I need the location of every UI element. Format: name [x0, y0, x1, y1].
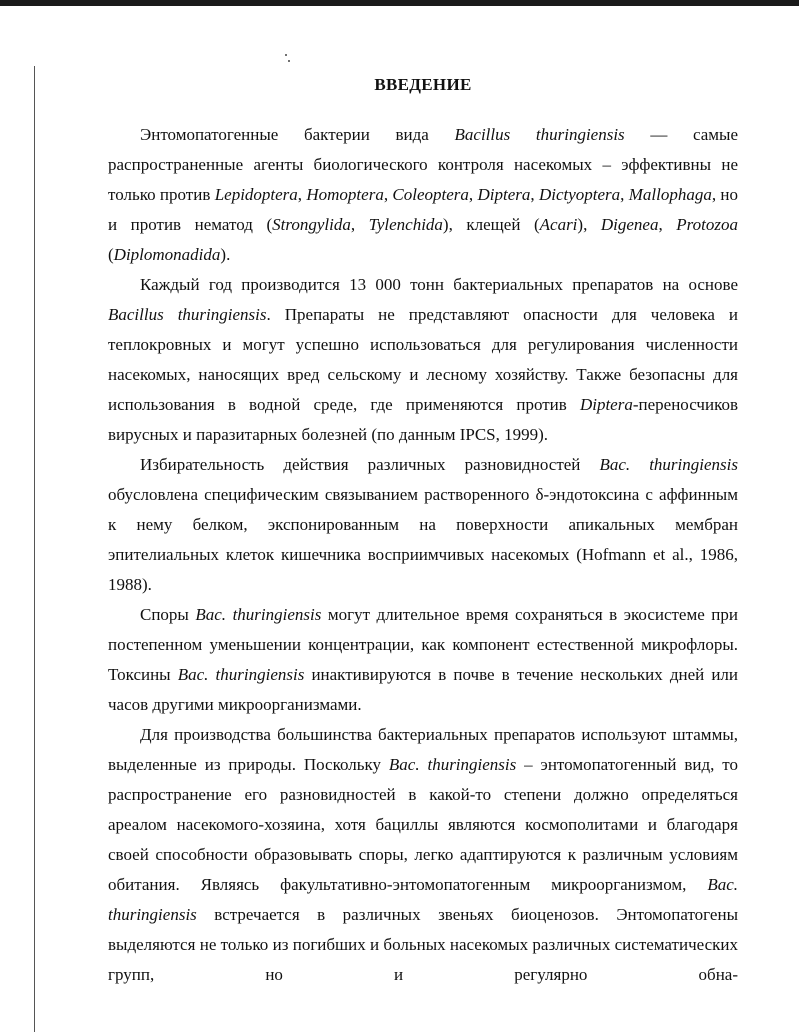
latin-taxon-name: Diptera: [579, 395, 633, 414]
paragraph: [108, 720, 738, 990]
latin-taxon-name: Diplomonadida: [113, 245, 221, 264]
latin-taxon-name: Homoptera: [306, 185, 384, 204]
text-run: ).: [220, 245, 231, 264]
text-run: ,: [530, 185, 539, 204]
latin-taxon-name: Dictyoptera: [538, 185, 621, 204]
latin-taxon-name: Tylenchida: [368, 215, 443, 234]
latin-taxon-name: Strongylida: [272, 215, 351, 234]
latin-taxon-name: Protozoa: [676, 215, 739, 234]
text-run: Избирательность действия различных разновидностей: [140, 455, 600, 474]
text-run: ),: [577, 215, 601, 234]
latin-taxon-name: Bac. thuringiensis: [195, 605, 322, 624]
latin-taxon-name: Coleoptera: [392, 185, 469, 204]
text-run: Для производства большинства бактериальных препаратов используют штаммы, выделенные из природы. Поскольку: [108, 725, 738, 774]
latin-taxon-name: Bac. thuringiensis: [388, 755, 517, 774]
latin-taxon-name: Bac. thuringiensis: [108, 875, 738, 924]
text-run: Каждый год производится 13 000 тонн бактериальных препаратов на основе: [140, 275, 738, 294]
latin-taxon-name: Lepidoptera: [214, 185, 298, 204]
text-run: Энтомопатогенные бактерии вида: [140, 125, 455, 144]
latin-taxon-name: Bac. thuringiensis: [177, 665, 305, 684]
scan-speck: [285, 54, 287, 56]
text-run: — самые распространенные агенты биологического контроля насекомых – эффективны не только против: [108, 125, 739, 204]
scan-left-margin-line: [34, 66, 35, 1032]
body-text: [108, 120, 738, 990]
latin-taxon-name: Digenea: [600, 215, 659, 234]
document-page: [108, 70, 738, 990]
latin-taxon-name: Diptera: [477, 185, 531, 204]
text-run: , но и против нематод (: [108, 185, 739, 234]
latin-taxon-name: Bac. thuringiensis: [599, 455, 738, 474]
text-run: инактивируются в почве в течение нескольких дней или часов другими микроорганизмами.: [108, 665, 739, 714]
paragraph: [108, 450, 738, 600]
text-run: ,: [350, 215, 369, 234]
text-run: – энтомопатогенный вид, то распространение его разновидностей в какой-то степени должно определяться ареалом насекомого-хозяина, хотя бациллы являются космополитами и благодаря своей способности образовывать споры, легко адаптируются к различным условиям обитания. Являясь факультативно-энтомопатогенным микроорганизмом,: [108, 755, 738, 894]
text-run: ,: [468, 185, 478, 204]
text-run: ,: [297, 185, 307, 204]
text-run: (: [108, 245, 114, 264]
text-run: ,: [383, 185, 393, 204]
text-run: ,: [658, 215, 677, 234]
page-title: ВВЕДЕНИЕ: [374, 75, 472, 94]
latin-taxon-name: Acari: [539, 215, 578, 234]
latin-taxon-name: Bacillus thuringiensis: [108, 305, 267, 324]
latin-taxon-name: Mallophaga: [628, 185, 712, 204]
text-run: могут длительное время сохраняться в экосистеме при постепенном уменьшении концентрации, как компонент естественной микрофлоры. Токсины: [108, 605, 738, 684]
text-run: ,: [620, 185, 629, 204]
text-run: . Препараты не представляют опасности для человека и теплокровных и могут успешно использоваться для регулирования численности насекомых, наносящих вред сельскому и лесному хозяйству. Также безопасны для использования в водной среде, где применяются против: [108, 305, 738, 414]
paragraph: [108, 270, 738, 450]
text-run: встречается в различных звеньях биоценозов. Энтомопатогены выделяются не только из погибших и больных насекомых различных систематических групп, но и регулярно обна-: [108, 905, 738, 984]
paragraph: [108, 120, 738, 270]
text-run: Споры: [140, 605, 196, 624]
latin-taxon-name: Bacillus thuringiensis: [454, 125, 625, 144]
scan-top-border: [0, 0, 799, 6]
text-run: ), клещей (: [442, 215, 540, 234]
scan-speck: [288, 60, 290, 62]
text-run: -переносчиков вирусных и паразитарных болезней (по данным IPCS, 1999).: [108, 395, 738, 444]
text-run: обусловлена специфическим связыванием растворенного δ-эндотоксина с аффинным к нему белком, экспонированным на поверхности апикальных мембран эпителиальных клеток кишечника восприимчивых насекомых (Hofmann et al., 1986, 1988).: [108, 485, 738, 594]
paragraph: [108, 600, 738, 720]
